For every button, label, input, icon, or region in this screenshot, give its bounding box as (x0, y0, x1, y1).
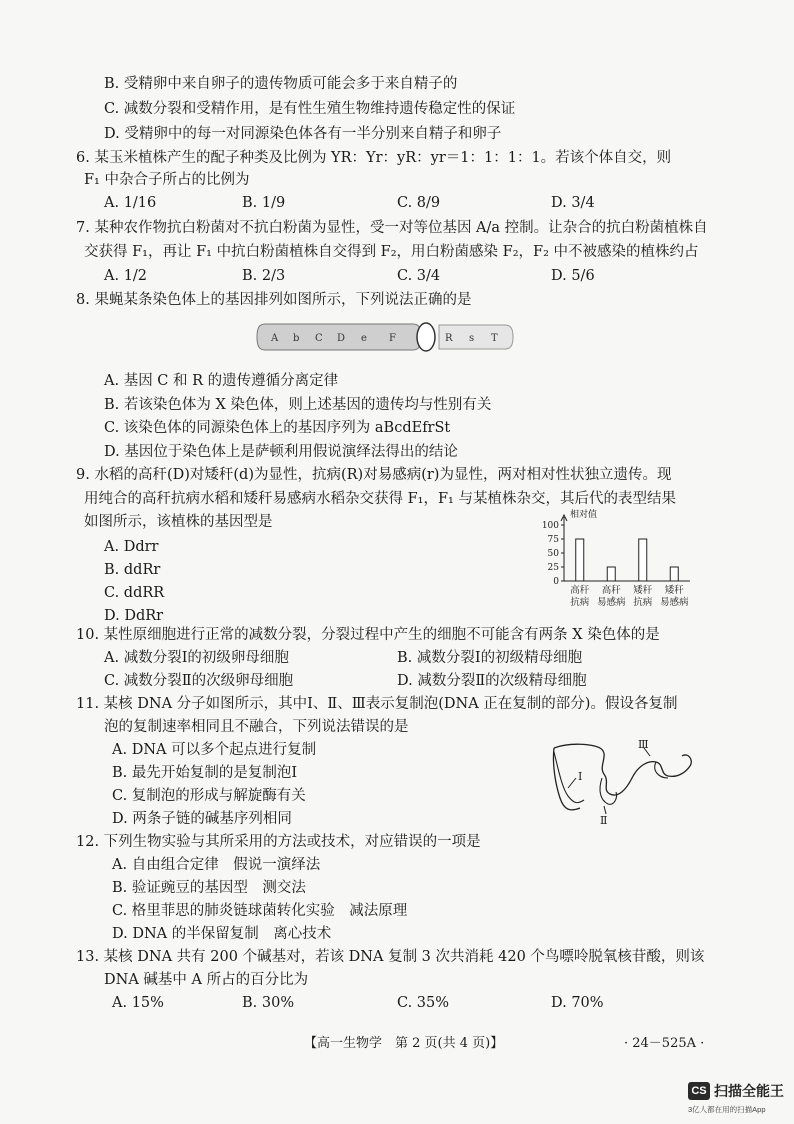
q10-stem: 10. 某性原细胞进行正常的减数分裂，分裂过程中产生的细胞不可能含有两条 X 染色体的是 (76, 627, 660, 643)
q6-option-d: D. 3/4 (551, 195, 595, 211)
q10-option-d: D. 减数分裂Ⅱ的次级精母细胞 (397, 673, 587, 689)
q6-option-b: B. 1/9 (242, 195, 286, 211)
q13-option-c: C. 35% (397, 995, 450, 1011)
category-label: 抗病 (633, 597, 653, 608)
q8-option-b: B. 若该染色体为 X 染色体，则上述基因的遗传均与性别有关 (104, 397, 492, 413)
gene-label: s (469, 333, 475, 344)
scanner-brand: 扫描全能王 (714, 1083, 784, 1099)
q8-option-d: D. 基因位于染色体上是萨顿利用假说演绎法得出的结论 (104, 444, 458, 460)
y-tick-label: 50 (547, 549, 559, 559)
gene-label: C (315, 333, 323, 344)
bubble-label-i: Ⅰ (578, 770, 583, 783)
q5-option-b: B. 受精卵中来自卵子的遗传物质可能会多于来自精子的 (104, 76, 458, 92)
q13-option-b: B. 30% (242, 995, 295, 1011)
q13-stem-line1: 13. 某核 DNA 共有 200 个碱基对，若该 DNA 复制 3 次共消耗 420 个鸟嘌呤脱氧核苷酸，则该 (76, 949, 705, 965)
q9-option-a: A. Ddrr (104, 539, 159, 555)
q13-stem-line2: DNA 碱基中 A 所占的百分比为 (104, 972, 309, 988)
q6-option-c: C. 8/9 (397, 195, 441, 211)
q9-option-d: D. DdRr (104, 608, 164, 624)
gene-label: R (445, 333, 453, 344)
q6-stem-line2: F₁ 中杂合子所占的比例为 (84, 172, 250, 188)
y-tick-label: 75 (547, 535, 559, 545)
q11-option-d: D. 两条子链的碱基序列相同 (112, 811, 292, 827)
page-footer: 【高一生物学 第 2 页(共 4 页)】 (304, 1036, 504, 1051)
bubble-label-ii: Ⅱ (600, 814, 608, 827)
q10-option-c: C. 减数分裂Ⅱ的次级卵母细胞 (104, 673, 294, 689)
q11-stem-line2: 泡的复制速率相同且不融合，下列说法错误的是 (104, 719, 409, 735)
q6-option-a: A. 1/16 (104, 195, 157, 211)
chromosome-figure (255, 320, 517, 354)
gene-label: A (271, 333, 279, 344)
q13-option-a: A. 15% (112, 995, 164, 1011)
q9-stem-line1: 9. 水稻的高秆(D)对矮秆(d)为显性，抗病(R)对易感病(r)为显性，两对相对性状独立遗传。现 (76, 467, 672, 483)
category-label: 易感病 (659, 597, 689, 608)
q10-option-a: A. 减数分裂Ⅰ的初级卵母细胞 (104, 650, 289, 666)
q8-option-c: C. 该染色体的同源染色体上的基因序列为 aBcdEfrSt (104, 420, 451, 436)
q7-option-b: B. 2/3 (242, 268, 286, 284)
q7-option-a: A. 1/2 (104, 268, 148, 284)
q7-option-c: C. 3/4 (397, 268, 441, 284)
category-label: 易感病 (596, 597, 626, 608)
q8-stem: 8. 果蝇某条染色体上的基因排列如图所示，下列说法正确的是 (76, 292, 472, 308)
q9-option-b: B. ddRr (104, 562, 161, 578)
q8-option-a: A. 基因 C 和 R 的遗传遵循分离定律 (104, 373, 339, 389)
q9-stem-line3: 如图所示，该植株的基因型是 (84, 514, 273, 530)
dna-replication-figure (540, 738, 700, 828)
category-label: 高秆 (570, 585, 590, 596)
y-tick-label: 25 (547, 563, 559, 573)
bar-chart (530, 505, 700, 620)
q9-stem-line2: 用纯合的高秆抗病水稻和矮秆易感病水稻杂交获得 F₁，F₁ 与某植株杂交，其后代的表型结果 (84, 491, 676, 507)
y-tick-label: 0 (553, 577, 559, 587)
gene-label: e (361, 333, 367, 344)
q7-option-d: D. 5/6 (551, 268, 595, 284)
y-tick-label: 100 (541, 521, 559, 531)
q13-option-d: D. 70% (551, 995, 604, 1011)
gene-label: T (491, 333, 498, 344)
category-label: 高秆 (601, 585, 621, 596)
bar (670, 567, 678, 581)
q12-option-c: C. 格里菲思的肺炎链球菌转化实验 减法原理 (112, 903, 408, 919)
q12-option-b: B. 验证豌豆的基因型 测交法 (112, 880, 306, 896)
y-axis-label: 相对值 (570, 510, 598, 520)
gene-label: F (389, 333, 396, 344)
q5-option-d: D. 受精卵中的每一对同源染色体各有一半分别来自精子和卵子 (104, 126, 502, 142)
category-label: 矮秆 (633, 585, 653, 596)
q11-option-a: A. DNA 可以多个起点进行复制 (112, 742, 317, 758)
q5-option-c: C. 减数分裂和受精作用，是有性生殖生物维持遗传稳定性的保证 (104, 101, 516, 117)
q7-stem-line2: 交获得 F₁，再让 F₁ 中抗白粉菌植株自交得到 F₂，用白粉菌感染 F₂，F₂ 中不被感染的植株约占 (84, 244, 699, 260)
q12-option-a: A. 自由组合定律 假说一演绎法 (112, 857, 321, 873)
q9-option-c: C. ddRR (104, 585, 165, 601)
q11-stem-line1: 11. 某核 DNA 分子如图所示，其中Ⅰ、Ⅱ、Ⅲ表示复制泡(DNA 正在复制的部分)。假设各复制 (76, 696, 678, 712)
category-label: 矮秆 (664, 585, 684, 596)
scanner-tagline: 3亿人都在用的扫描App (688, 1105, 766, 1114)
bar (639, 539, 647, 581)
q11-option-b: B. 最先开始复制的是复制泡Ⅰ (112, 765, 298, 781)
q6-stem-line1: 6. 某玉米植株产生的配子种类及比例为 YR：Yr：yR：yr＝1：1：1：1。若该个体自交，则 (76, 150, 672, 166)
q12-stem: 12. 下列生物实验与其所采用的方法或技术，对应错误的一项是 (76, 834, 481, 850)
gene-label: D (337, 333, 346, 344)
q10-option-b: B. 减数分裂Ⅰ的初级精母细胞 (397, 650, 583, 666)
q12-option-d: D. DNA 的半保留复制 离心技术 (112, 926, 332, 942)
category-label: 抗病 (570, 597, 590, 608)
gene-label: b (293, 333, 300, 344)
bar (576, 539, 584, 581)
page-code: · 24－525A · (624, 1036, 705, 1051)
q7-stem-line1: 7. 某种农作物抗白粉菌对不抗白粉菌为显性，受一对等位基因 A/a 控制。让杂合的抗白粉菌植株自 (76, 220, 708, 236)
q11-option-c: C. 复制泡的形成与解旋酶有关 (112, 788, 306, 804)
bubble-label-iii: Ⅲ (638, 738, 649, 751)
bar (607, 567, 615, 581)
scanner-logo-icon: CS (688, 1082, 710, 1100)
